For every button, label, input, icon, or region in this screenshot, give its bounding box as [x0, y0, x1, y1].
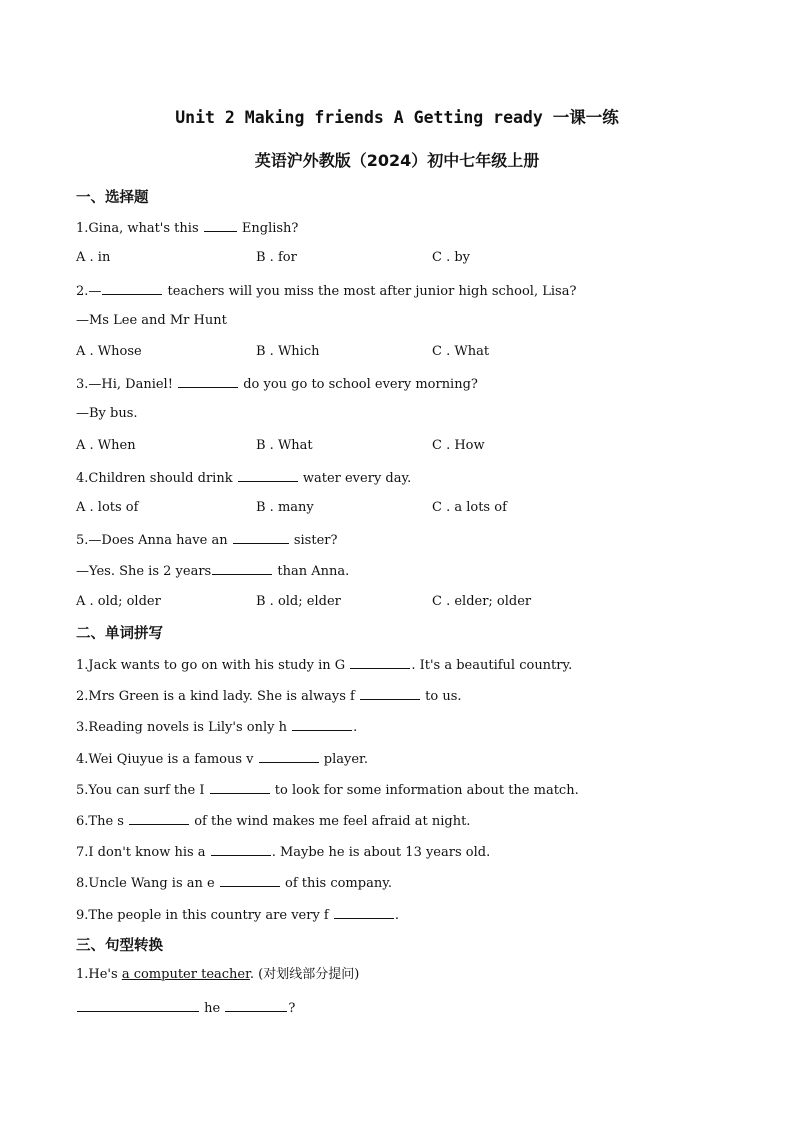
answer-blank[interactable]	[178, 375, 238, 388]
question-text: . (对划线部分提问)	[249, 967, 360, 982]
question-text: water every day.	[298, 471, 412, 486]
question-text: 9.The people in this country are very f	[76, 908, 333, 923]
answer-blank[interactable]	[220, 874, 280, 887]
answer-blank[interactable]	[225, 999, 287, 1012]
question-text: . It's a beautiful country.	[411, 658, 573, 673]
answer-blank[interactable]	[77, 999, 199, 1012]
question-text: 7.I don't know his a	[76, 845, 210, 860]
question-text: he	[200, 1001, 225, 1016]
option-b[interactable]: B . for	[256, 250, 297, 265]
question-text: English?	[237, 221, 299, 236]
question-text: 2.Mrs Green is a kind lady. She is always f	[76, 689, 359, 704]
question-1-5	[76, 531, 337, 549]
underlined-phrase: a computer teacher	[121, 967, 250, 982]
worksheet-title: Unit 2 Making friends A Getting ready 一课一练	[175, 108, 619, 127]
spelling-item	[76, 656, 572, 674]
question-text: 1.Jack wants to go on with his study in G	[76, 658, 350, 673]
option-c[interactable]: C . by	[432, 250, 471, 265]
question-text: .	[353, 720, 358, 735]
question-text: of the wind makes me feel afraid at night.	[190, 814, 471, 829]
option-c[interactable]: C . a lots of	[432, 500, 507, 515]
option-b[interactable]: B . Which	[256, 344, 320, 359]
spelling-item	[76, 781, 579, 799]
question-text: 5.You can surf the I	[76, 783, 209, 798]
question-text: 4.Children should drink	[76, 471, 237, 486]
transform-answer	[76, 999, 295, 1017]
question-reply: —Ms Lee and Mr Hunt	[76, 313, 227, 328]
spelling-item	[76, 718, 357, 736]
question-text: 1.He's	[76, 967, 122, 982]
question-text: 3.Reading novels is Lily's only h	[76, 720, 292, 735]
question-text: of this company.	[280, 876, 392, 891]
section-heading-sentence-transform: 三、句型转换	[76, 938, 163, 954]
option-b[interactable]: B . What	[256, 438, 313, 453]
question-text: .	[394, 908, 400, 923]
option-c[interactable]: C . How	[432, 438, 485, 453]
section-heading-spelling: 二、单词拼写	[76, 626, 163, 642]
question-text: —Yes. She is 2 years	[76, 564, 212, 579]
question-text: 2.—	[76, 284, 102, 299]
question-1-3	[76, 375, 478, 393]
option-c[interactable]: C . elder; older	[432, 594, 532, 609]
option-b[interactable]: B . many	[256, 500, 314, 515]
question-text: 3.—Hi, Daniel!	[76, 377, 178, 392]
option-a[interactable]: A . Whose	[76, 344, 142, 359]
question-text: 4.Wei Qiuyue is a famous v	[76, 752, 258, 767]
answer-blank[interactable]	[211, 843, 271, 856]
question-text: 6.The s	[76, 814, 129, 829]
spelling-item	[76, 687, 462, 705]
question-text: teachers will you miss the most after junior high school, Lisa?	[163, 284, 577, 299]
question-text: to us.	[421, 689, 462, 704]
question-text: ?	[288, 1001, 296, 1016]
answer-blank[interactable]	[360, 687, 420, 700]
question-reply: —By bus.	[76, 406, 138, 421]
answer-blank[interactable]	[204, 219, 237, 232]
option-b[interactable]: B . old; elder	[256, 594, 341, 609]
option-a[interactable]: A . lots of	[76, 500, 139, 515]
question-1-4	[76, 469, 411, 487]
answer-blank[interactable]	[129, 812, 189, 825]
option-a[interactable]: A . old; older	[76, 594, 161, 609]
question-text: 1.Gina, what's this	[76, 221, 203, 236]
question-text: . Maybe he is about 13 years old.	[271, 845, 491, 860]
answer-blank[interactable]	[292, 718, 352, 731]
worksheet-subtitle: 英语沪外教版（2024）初中七年级上册	[254, 151, 540, 170]
spelling-item	[76, 874, 392, 892]
question-text: sister?	[289, 533, 338, 548]
question-1-2	[76, 282, 576, 300]
option-a[interactable]: A . in	[76, 250, 111, 265]
transform-item	[76, 967, 359, 983]
spelling-item	[76, 812, 470, 830]
answer-blank[interactable]	[210, 781, 270, 794]
option-a[interactable]: A . When	[76, 438, 136, 453]
section-heading-multiple-choice: 一、选择题	[76, 190, 149, 206]
question-text: player.	[319, 752, 368, 767]
answer-blank[interactable]	[212, 562, 272, 575]
question-1-1	[76, 219, 298, 237]
question-text: 5.—Does Anna have an	[76, 533, 232, 548]
spelling-item	[76, 843, 490, 861]
question-text: to look for some information about the match.	[270, 783, 579, 798]
answer-blank[interactable]	[259, 750, 319, 763]
question-text: do you go to school every morning?	[239, 377, 478, 392]
answer-blank[interactable]	[238, 469, 298, 482]
option-c[interactable]: C . What	[432, 344, 490, 359]
answer-blank[interactable]	[233, 531, 289, 544]
answer-blank[interactable]	[350, 656, 410, 669]
question-reply	[76, 562, 349, 580]
answer-blank[interactable]	[334, 906, 394, 919]
spelling-item	[76, 750, 368, 768]
spelling-item	[76, 906, 399, 924]
answer-blank[interactable]	[102, 282, 162, 295]
question-text: than Anna.	[273, 564, 350, 579]
question-text: 8.Uncle Wang is an e	[76, 876, 219, 891]
